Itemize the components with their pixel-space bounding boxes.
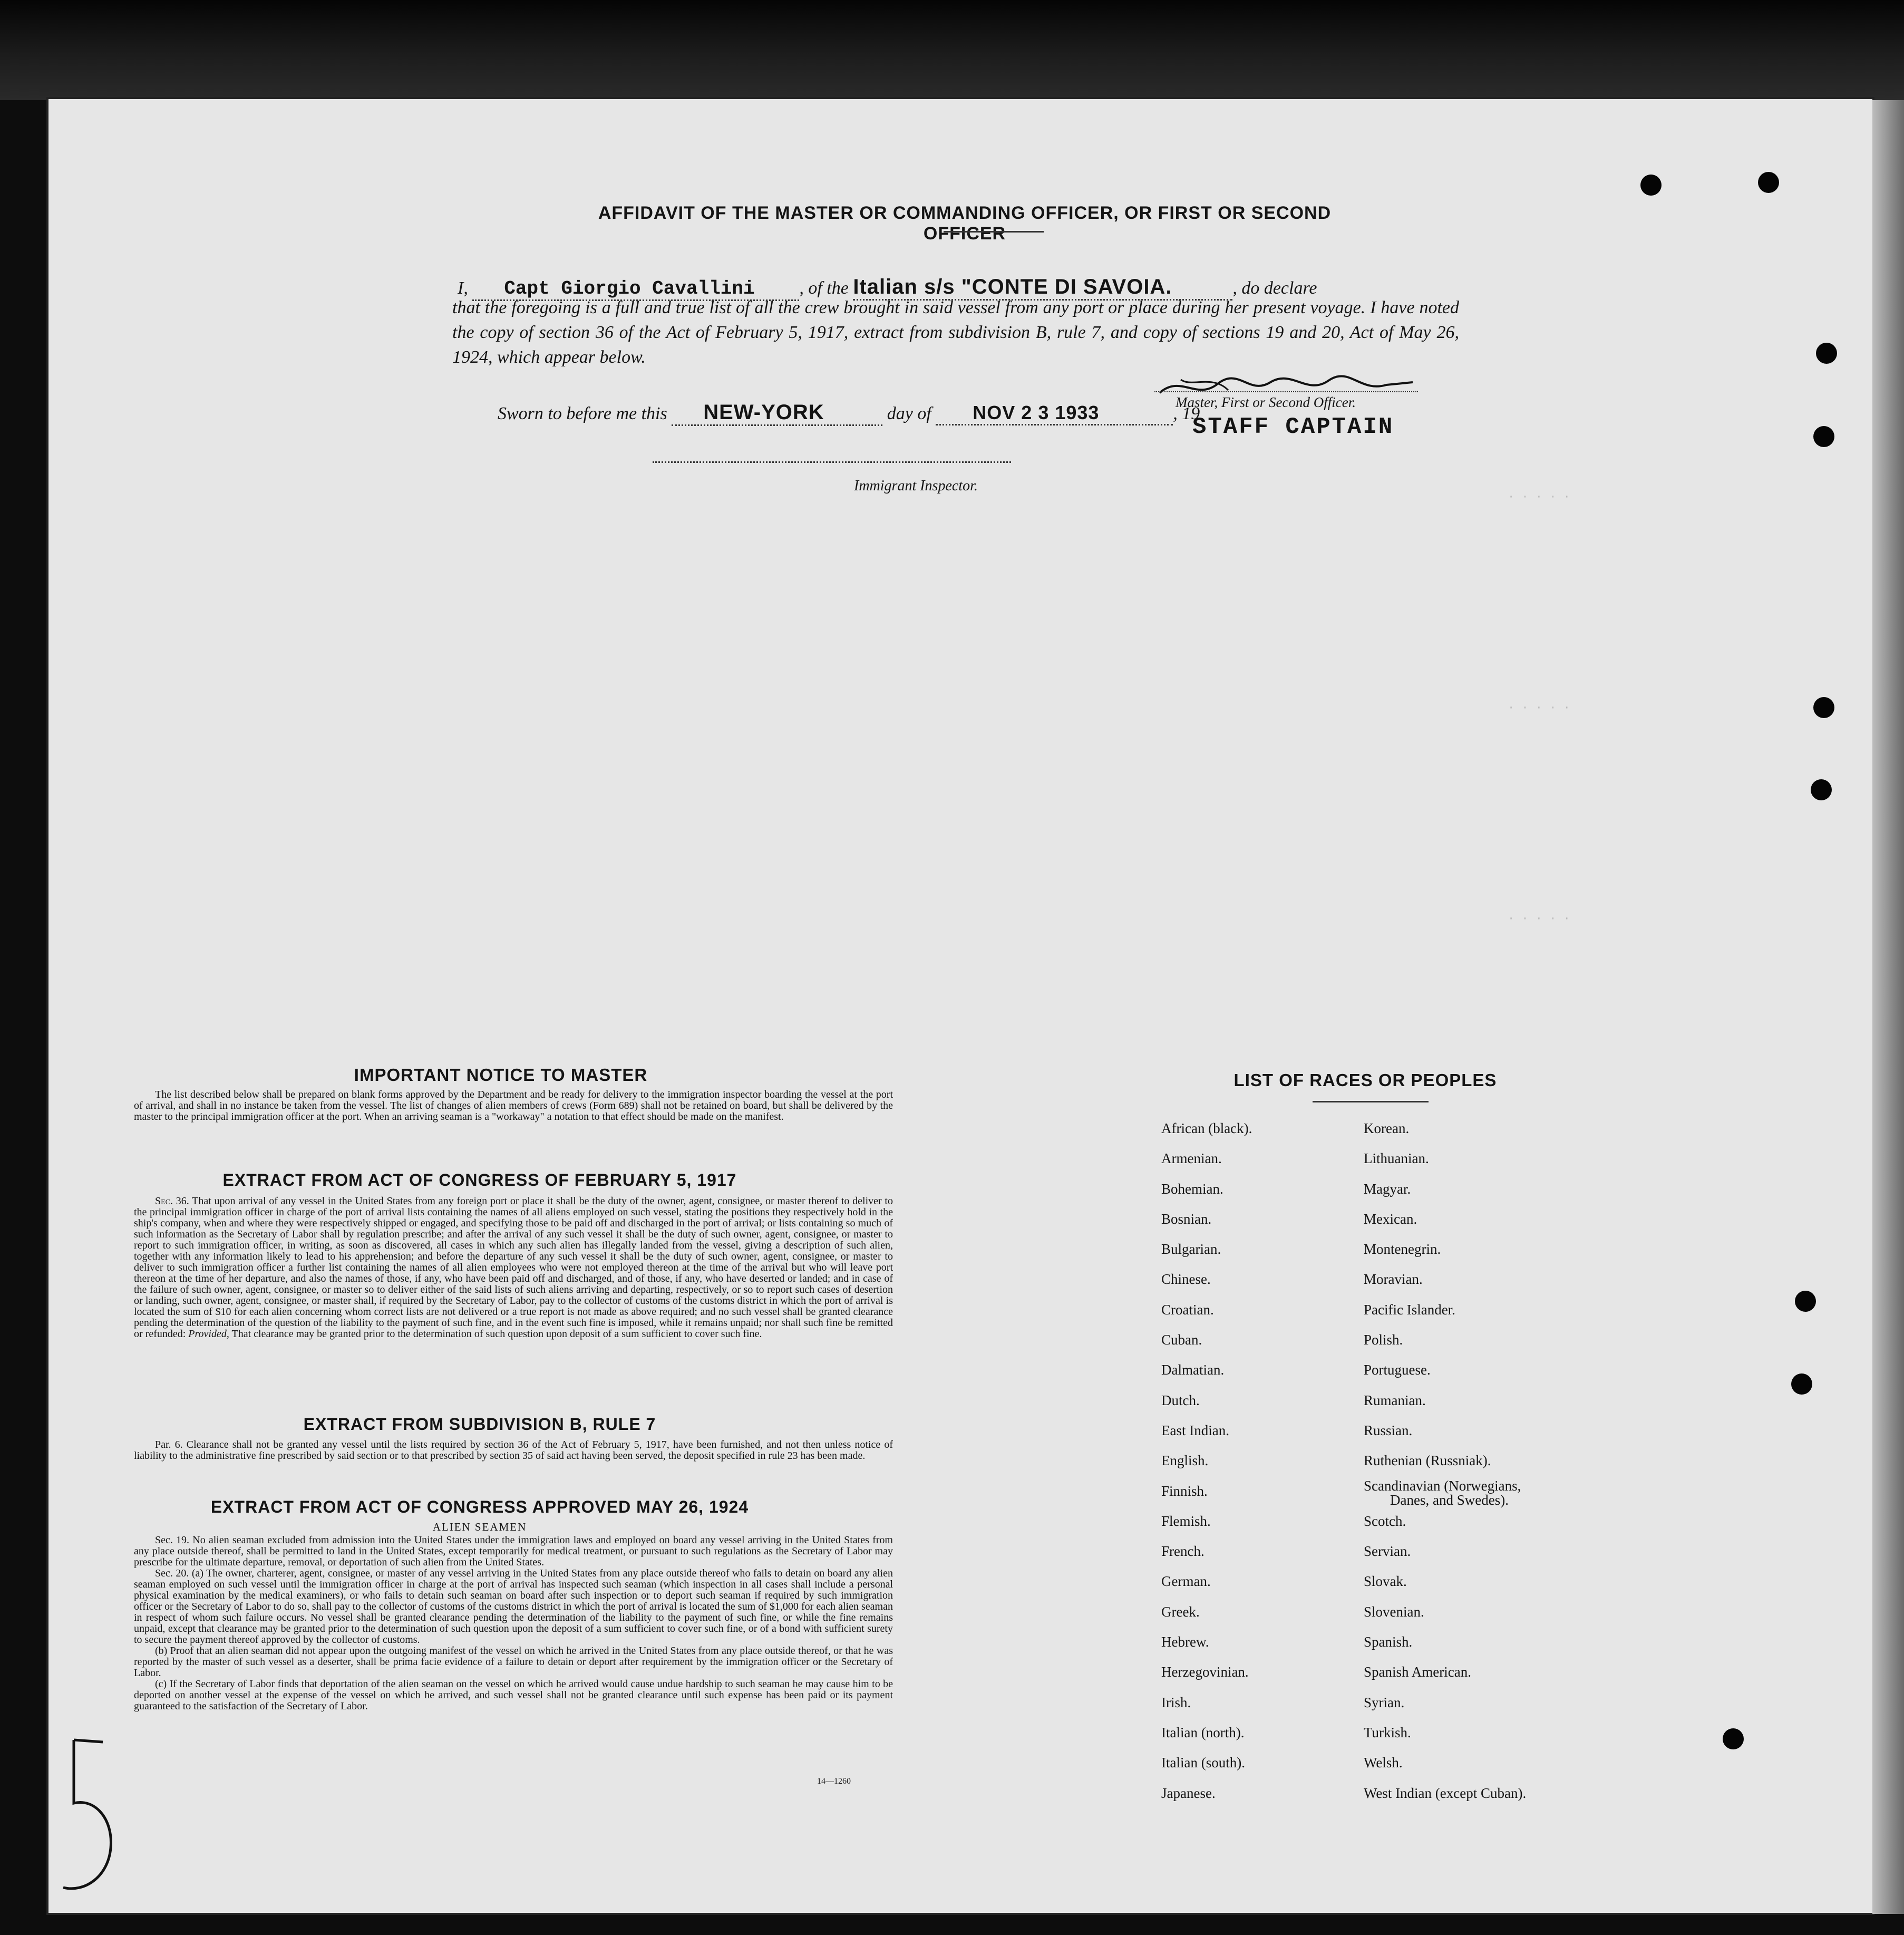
affidavit-title: AFFIDAVIT OF THE MASTER OR COMMANDING OFFICER, OR FIRST OR SECOND OFFICER bbox=[598, 203, 1332, 244]
punch-hole bbox=[1791, 1373, 1812, 1395]
race-item: Chinese. bbox=[1161, 1271, 1211, 1288]
race-item-line: Scandinavian (Norwegians, bbox=[1364, 1477, 1521, 1494]
section-label: Sec. 36. bbox=[155, 1195, 189, 1207]
race-item: Japanese. bbox=[1161, 1785, 1216, 1801]
day-of-label: day of bbox=[887, 404, 931, 423]
section-19-text: Sec. 19. No alien seaman excluded from admission into the United States under the immigration laws and employed on board any vessel arriving in the United States from any place outside thereof, shall be permitted to land in the United States, except temporarily for medical treatment, or pursuant to such regulations as the Secretary of Labor may prescribe for the ultimate departure, removal, or deportation of such alien from the United States. bbox=[134, 1534, 893, 1568]
race-item: Cuban. bbox=[1161, 1332, 1202, 1348]
races-left-column bbox=[1161, 1114, 1252, 1808]
punch-hole bbox=[1811, 779, 1832, 800]
race-item: Bohemian. bbox=[1161, 1181, 1223, 1197]
race-item bbox=[1364, 1476, 1526, 1506]
sworn-date-field[interactable]: NOV 2 3 1933 bbox=[936, 402, 1173, 425]
affidavit-body: that the foregoing is a full and true list of all the crew brought in said vessel from any port or place during her present voyage. I have noted the copy of section 36 of the Act of February 5, 1917, extract from subdivision B, rule 7, and copy of sections 19 and 20, Act of May 26, 1924, which appear below. bbox=[452, 298, 1459, 367]
race-item: English. bbox=[1161, 1453, 1209, 1469]
race-item: Montenegrin. bbox=[1364, 1241, 1441, 1257]
punch-hole bbox=[1813, 426, 1834, 447]
race-item: Moravian. bbox=[1364, 1271, 1423, 1288]
section-20c-text: (c) If the Secretary of Labor finds that deportation of the alien seaman on the vessel on which he arrived would cause undue hardship to such seaman he may cause him to be deported on another vessel at the expense of the vessel on which he arrived, and such vessel shall not be granted clearance until such expense has been paid or its payment guaranteed to the satisfaction of the Secretary of Labor. bbox=[134, 1678, 893, 1712]
extract-1917-body bbox=[134, 1196, 893, 1340]
race-item: East Indian. bbox=[1161, 1422, 1229, 1438]
race-item: Lithuanian. bbox=[1364, 1150, 1429, 1167]
year-prefix-label: , 19 bbox=[1173, 404, 1200, 423]
punch-hole bbox=[1813, 697, 1834, 718]
race-item: Portuguese. bbox=[1364, 1362, 1431, 1378]
race-item: Rumanian. bbox=[1364, 1392, 1426, 1408]
page-edge bbox=[1872, 100, 1904, 1914]
race-item: Servian. bbox=[1364, 1543, 1411, 1560]
vessel-name-field[interactable]: Italian s/s "CONTE DI SAVOIA. bbox=[853, 275, 1232, 301]
officer-name-field[interactable]: Capt Giorgio Cavallini bbox=[472, 278, 799, 301]
race-item: French. bbox=[1161, 1543, 1204, 1560]
punch-hole bbox=[1816, 343, 1837, 364]
bleed-through-mark: · · · · · bbox=[1508, 490, 1570, 504]
punch-hole bbox=[1758, 172, 1779, 193]
handwritten-mark bbox=[53, 1735, 121, 1903]
race-item: Slovak. bbox=[1364, 1573, 1407, 1590]
of-the-label: , of the bbox=[799, 278, 849, 298]
race-item: Syrian. bbox=[1364, 1694, 1405, 1710]
race-item: Greek. bbox=[1161, 1603, 1200, 1620]
scan-background-top bbox=[0, 0, 1904, 100]
section-20b-text: (b) Proof that an alien seaman did not appear upon the outgoing manifest of the vessel on which he arrived in the United States from any place outside thereof, or that he was reported by the master of such vessel as a deserter, shall be prima facie evidence of a failure to detain or deport after requirement by the immigration officer or the Secretary of Labor. bbox=[134, 1645, 893, 1679]
race-item: Welsh. bbox=[1364, 1755, 1403, 1771]
extract-rule7-body: Par. 6. Clearance shall not be granted any vessel until the lists required by section 36 of the Act of February 5, 1917, have been furnished, and not then unless notice of liability to the administrative fine prescribed by said section or to that prescribed by section 35 of said act having been served, the deposit specified in rule 23 has been made. bbox=[134, 1439, 893, 1462]
races-title-rule bbox=[1313, 1101, 1429, 1102]
race-item: Polish. bbox=[1364, 1332, 1403, 1348]
race-item: Bosnian. bbox=[1161, 1211, 1212, 1227]
extract-1917-title: EXTRACT FROM ACT OF CONGRESS OF FEBRUARY 5, 1917 bbox=[222, 1170, 737, 1189]
extract-1924-title: EXTRACT FROM ACT OF CONGRESS APPROVED MAY 26, 1924 bbox=[210, 1497, 749, 1516]
punch-hole bbox=[1723, 1728, 1744, 1749]
race-item: German. bbox=[1161, 1573, 1211, 1590]
race-item: Scotch. bbox=[1364, 1513, 1406, 1529]
staff-captain-stamp: STAFF CAPTAIN bbox=[1192, 414, 1394, 440]
proviso-label: Provided, bbox=[188, 1328, 229, 1340]
master-label: Master, First or Second Officer. bbox=[1176, 394, 1356, 410]
master-signature-line bbox=[1154, 391, 1418, 392]
bleed-through-mark: · · · · · bbox=[1508, 701, 1570, 714]
race-item: Slovenian. bbox=[1364, 1603, 1424, 1620]
race-item: Korean. bbox=[1364, 1120, 1410, 1136]
inspector-signature-line[interactable] bbox=[653, 461, 1011, 463]
race-item: West Indian (except Cuban). bbox=[1364, 1785, 1527, 1801]
race-item: Russian. bbox=[1364, 1422, 1413, 1438]
notice-title: IMPORTANT NOTICE TO MASTER bbox=[354, 1065, 648, 1085]
race-item: Croatian. bbox=[1161, 1301, 1214, 1318]
race-item: Italian (north). bbox=[1161, 1724, 1245, 1740]
races-list-title: LIST OF RACES OR PEOPLES bbox=[1233, 1070, 1497, 1090]
extract-1924-body bbox=[134, 1535, 893, 1712]
alien-seamen-subtitle: ALIEN SEAMEN bbox=[432, 1521, 527, 1533]
extract-rule7-title: EXTRACT FROM SUBDIVISION B, RULE 7 bbox=[303, 1415, 656, 1434]
race-item: Armenian. bbox=[1161, 1150, 1222, 1167]
race-item: Ruthenian (Russniak). bbox=[1364, 1453, 1491, 1469]
race-item: Spanish. bbox=[1364, 1634, 1413, 1650]
punch-hole bbox=[1640, 175, 1662, 196]
race-item: Italian (south). bbox=[1161, 1755, 1245, 1771]
race-item-line: Danes, and Swedes). bbox=[1390, 1492, 1509, 1508]
race-item: Spanish American. bbox=[1364, 1664, 1471, 1680]
sworn-label: Sworn to before me this bbox=[498, 404, 667, 423]
punch-hole bbox=[1795, 1291, 1816, 1312]
do-declare-label: , do declare bbox=[1232, 278, 1317, 298]
race-item: Dalmatian. bbox=[1161, 1362, 1225, 1378]
notice-body: The list described below shall be prepared on blank forms approved by the Department and be ready for delivery to the immigration inspector boarding the vessel at the port of arrival, and shall in no instance be taken from the vessel. The list of changes of alien members of crews (Form 689) shall not be retained on board, but shall be delivered by the master to the principal immigration officer at the port. When an arriving seaman is a "workaway" a notation to that effect should be made on the manifest. bbox=[134, 1089, 893, 1123]
race-item: Hebrew. bbox=[1161, 1634, 1209, 1650]
race-item: Finnish. bbox=[1161, 1483, 1208, 1499]
form-number: 14—1260 bbox=[817, 1777, 851, 1786]
section-20a-text: Sec. 20. (a) The owner, charterer, agent, consignee, or master of any vessel arriving in the United States from any place outside thereof who fails to detain on board any alien seaman employed on such vessel until the immigration officer in charge at the port of arrival has inspected such seaman (which inspection in all cases shall include a personal physical examination by the medical examiners), or who fails to detain such seaman on board after such inspection or to deport such seaman if required by such immigration officer or the Secretary of Labor to do so, shall pay to the collector of customs of the customs district in which the port of arrival is located the sum of $1,000 for each alien seaman in respect of whom such failure occurs. No vessel shall be granted clearance pending the determination of the liability to the payment of such fine, or while the fine remains unpaid, except that clearance may be granted prior to the determination of such question upon the deposit of a sum sufficient to cover such fine, or of a bond with sufficient surety to secure the payment thereof approved by the collector of customs. bbox=[134, 1568, 893, 1646]
race-item: Flemish. bbox=[1161, 1513, 1211, 1529]
sworn-place-field[interactable]: NEW-YORK bbox=[672, 401, 882, 426]
race-item: African (black). bbox=[1161, 1120, 1252, 1136]
section-36-text: That upon arrival of any vessel in the United States from any foreign port or place it shall be the duty of the owner, agent, consignee, or master thereof to deliver to the principal immigration officer in charge of the port of arrival lists containing the names of all aliens employed on such vessel, stating the positions they respectively hold in the ship's company, when and where they were respectively shipped or engaged, and specifying those to be paid off and discharged in the port of arrival; or lists containing so much of such information as the Secretary of Labor shall by regulation prescribe; and after the arrival of any such vessel it shall be the duty of such owner, agent, consignee, or master to report to such immigration officer, in writing, as soon as discovered, all cases in which any such alien has illegally landed from the vessel, giving a description of such alien, together with any information likely to lead to his apprehension; and before the departure of any such vessel it shall be the duty of such owner, agent, consignee, or master to deliver to such immigration officer a further list containing the names of all alien employees who were not employed thereon at the time of the arrival but who will leave port thereon at the time of her departure, and also the names of those, if any, who have been paid off and discharged, and of those, if any, who have deserted or landed; and in case of the failure of such owner, agent, consignee, or master so to deliver either of the said lists of such aliens arriving and departing, respectively, or so to report such cases of desertion or landing, such owner, agent, consignee, or master shall, if required by the Secretary of Labor, pay to the collector of customs of the customs district in which the port of arrival is located the sum of $10 for each alien concerning whom correct lists are not delivered or a true report is not made as above required; and no such vessel shall be granted clearance pending the determination of the question of the liability to the payment of such fine, and in the event such fine is imposed, while it remains unpaid; nor shall such fine be remitted or refunded: bbox=[134, 1195, 893, 1340]
affidavit-pronoun: I, bbox=[458, 278, 468, 298]
race-item: Pacific Islander. bbox=[1364, 1301, 1455, 1318]
race-item: Dutch. bbox=[1161, 1392, 1200, 1408]
race-item: Magyar. bbox=[1364, 1181, 1411, 1197]
title-rule bbox=[944, 231, 1044, 233]
race-item: Mexican. bbox=[1364, 1211, 1417, 1227]
bleed-through-mark: · · · · · bbox=[1508, 912, 1570, 925]
race-item: Irish. bbox=[1161, 1694, 1191, 1710]
proviso-text: That clearance may be granted prior to the determination of such question upon deposit of a sum sufficient to cover such fine. bbox=[231, 1328, 762, 1340]
race-item: Turkish. bbox=[1364, 1724, 1411, 1740]
inspector-label: Immigrant Inspector. bbox=[854, 478, 978, 494]
races-right-column bbox=[1364, 1114, 1526, 1808]
race-item: Bulgarian. bbox=[1161, 1241, 1221, 1257]
race-item: Herzegovinian. bbox=[1161, 1664, 1249, 1680]
